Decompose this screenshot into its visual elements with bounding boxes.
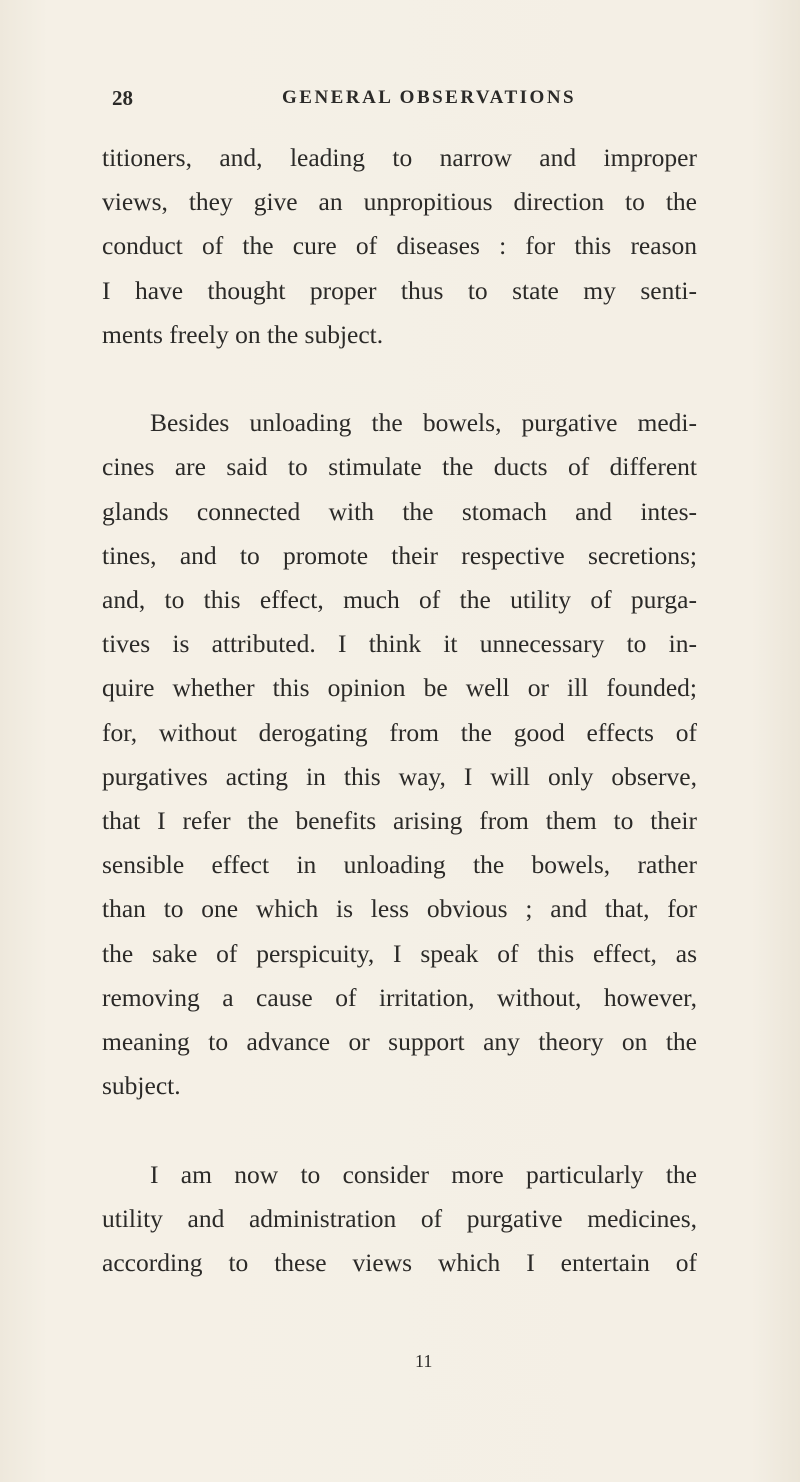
text-line: cines are said to stimulate the ducts of different: [102, 452, 697, 482]
text-line: Besides unloading the bowels, purgative medi-: [150, 408, 697, 438]
text-line: utility and administration of purgative medicines,: [102, 1203, 697, 1233]
text-line: sensible effect in unloading the bowels, rather: [102, 850, 697, 880]
text-line: the sake of perspicuity, I speak of this effect, as: [102, 938, 697, 968]
page-header: [112, 78, 672, 118]
text-line: according to these views which I entertain of: [102, 1248, 697, 1278]
text-line: I have thought proper thus to state my senti-: [102, 275, 697, 305]
text-line: purgatives acting in this way, I will only observe,: [102, 761, 697, 791]
running-title: GENERAL OBSERVATIONS: [282, 87, 577, 108]
signature-mark: 11: [415, 1351, 433, 1371]
text-line: subject.: [102, 1071, 181, 1101]
text-line: than to one which is less obvious ; and that, for: [102, 894, 697, 924]
text-line: I am now to consider more particularly the: [150, 1159, 697, 1189]
text-line: conduct of the cure of diseases : for this reason: [102, 231, 697, 261]
text-line: meaning to advance or support any theory on the: [102, 1027, 697, 1057]
text-line: tives is attributed. I think it unnecessary to in-: [102, 629, 697, 659]
text-line: titioners, and, leading to narrow and improper: [102, 143, 697, 172]
paragraph-gap: [102, 1108, 697, 1152]
page-number: 28: [112, 86, 133, 110]
text-line: and, to this effect, much of the utility of purga-: [102, 585, 697, 615]
text-line: ments freely on the subject.: [102, 319, 384, 349]
paragraph-gap: [102, 357, 697, 401]
text-line: views, they give an unpropitious direction to the: [102, 187, 697, 217]
text-line: glands connected with the stomach and intes-: [102, 496, 697, 526]
body-text: [102, 136, 697, 1285]
text-line: quire whether this opinion be well or ill founded;: [102, 673, 697, 703]
text-line: for, without derogating from the good effects of: [102, 717, 697, 747]
text-line: that I refer the benefits arising from them to their: [102, 806, 697, 836]
text-line: removing a cause of irritation, without, however,: [102, 982, 697, 1012]
text-line: tines, and to promote their respective secretions;: [102, 540, 697, 570]
